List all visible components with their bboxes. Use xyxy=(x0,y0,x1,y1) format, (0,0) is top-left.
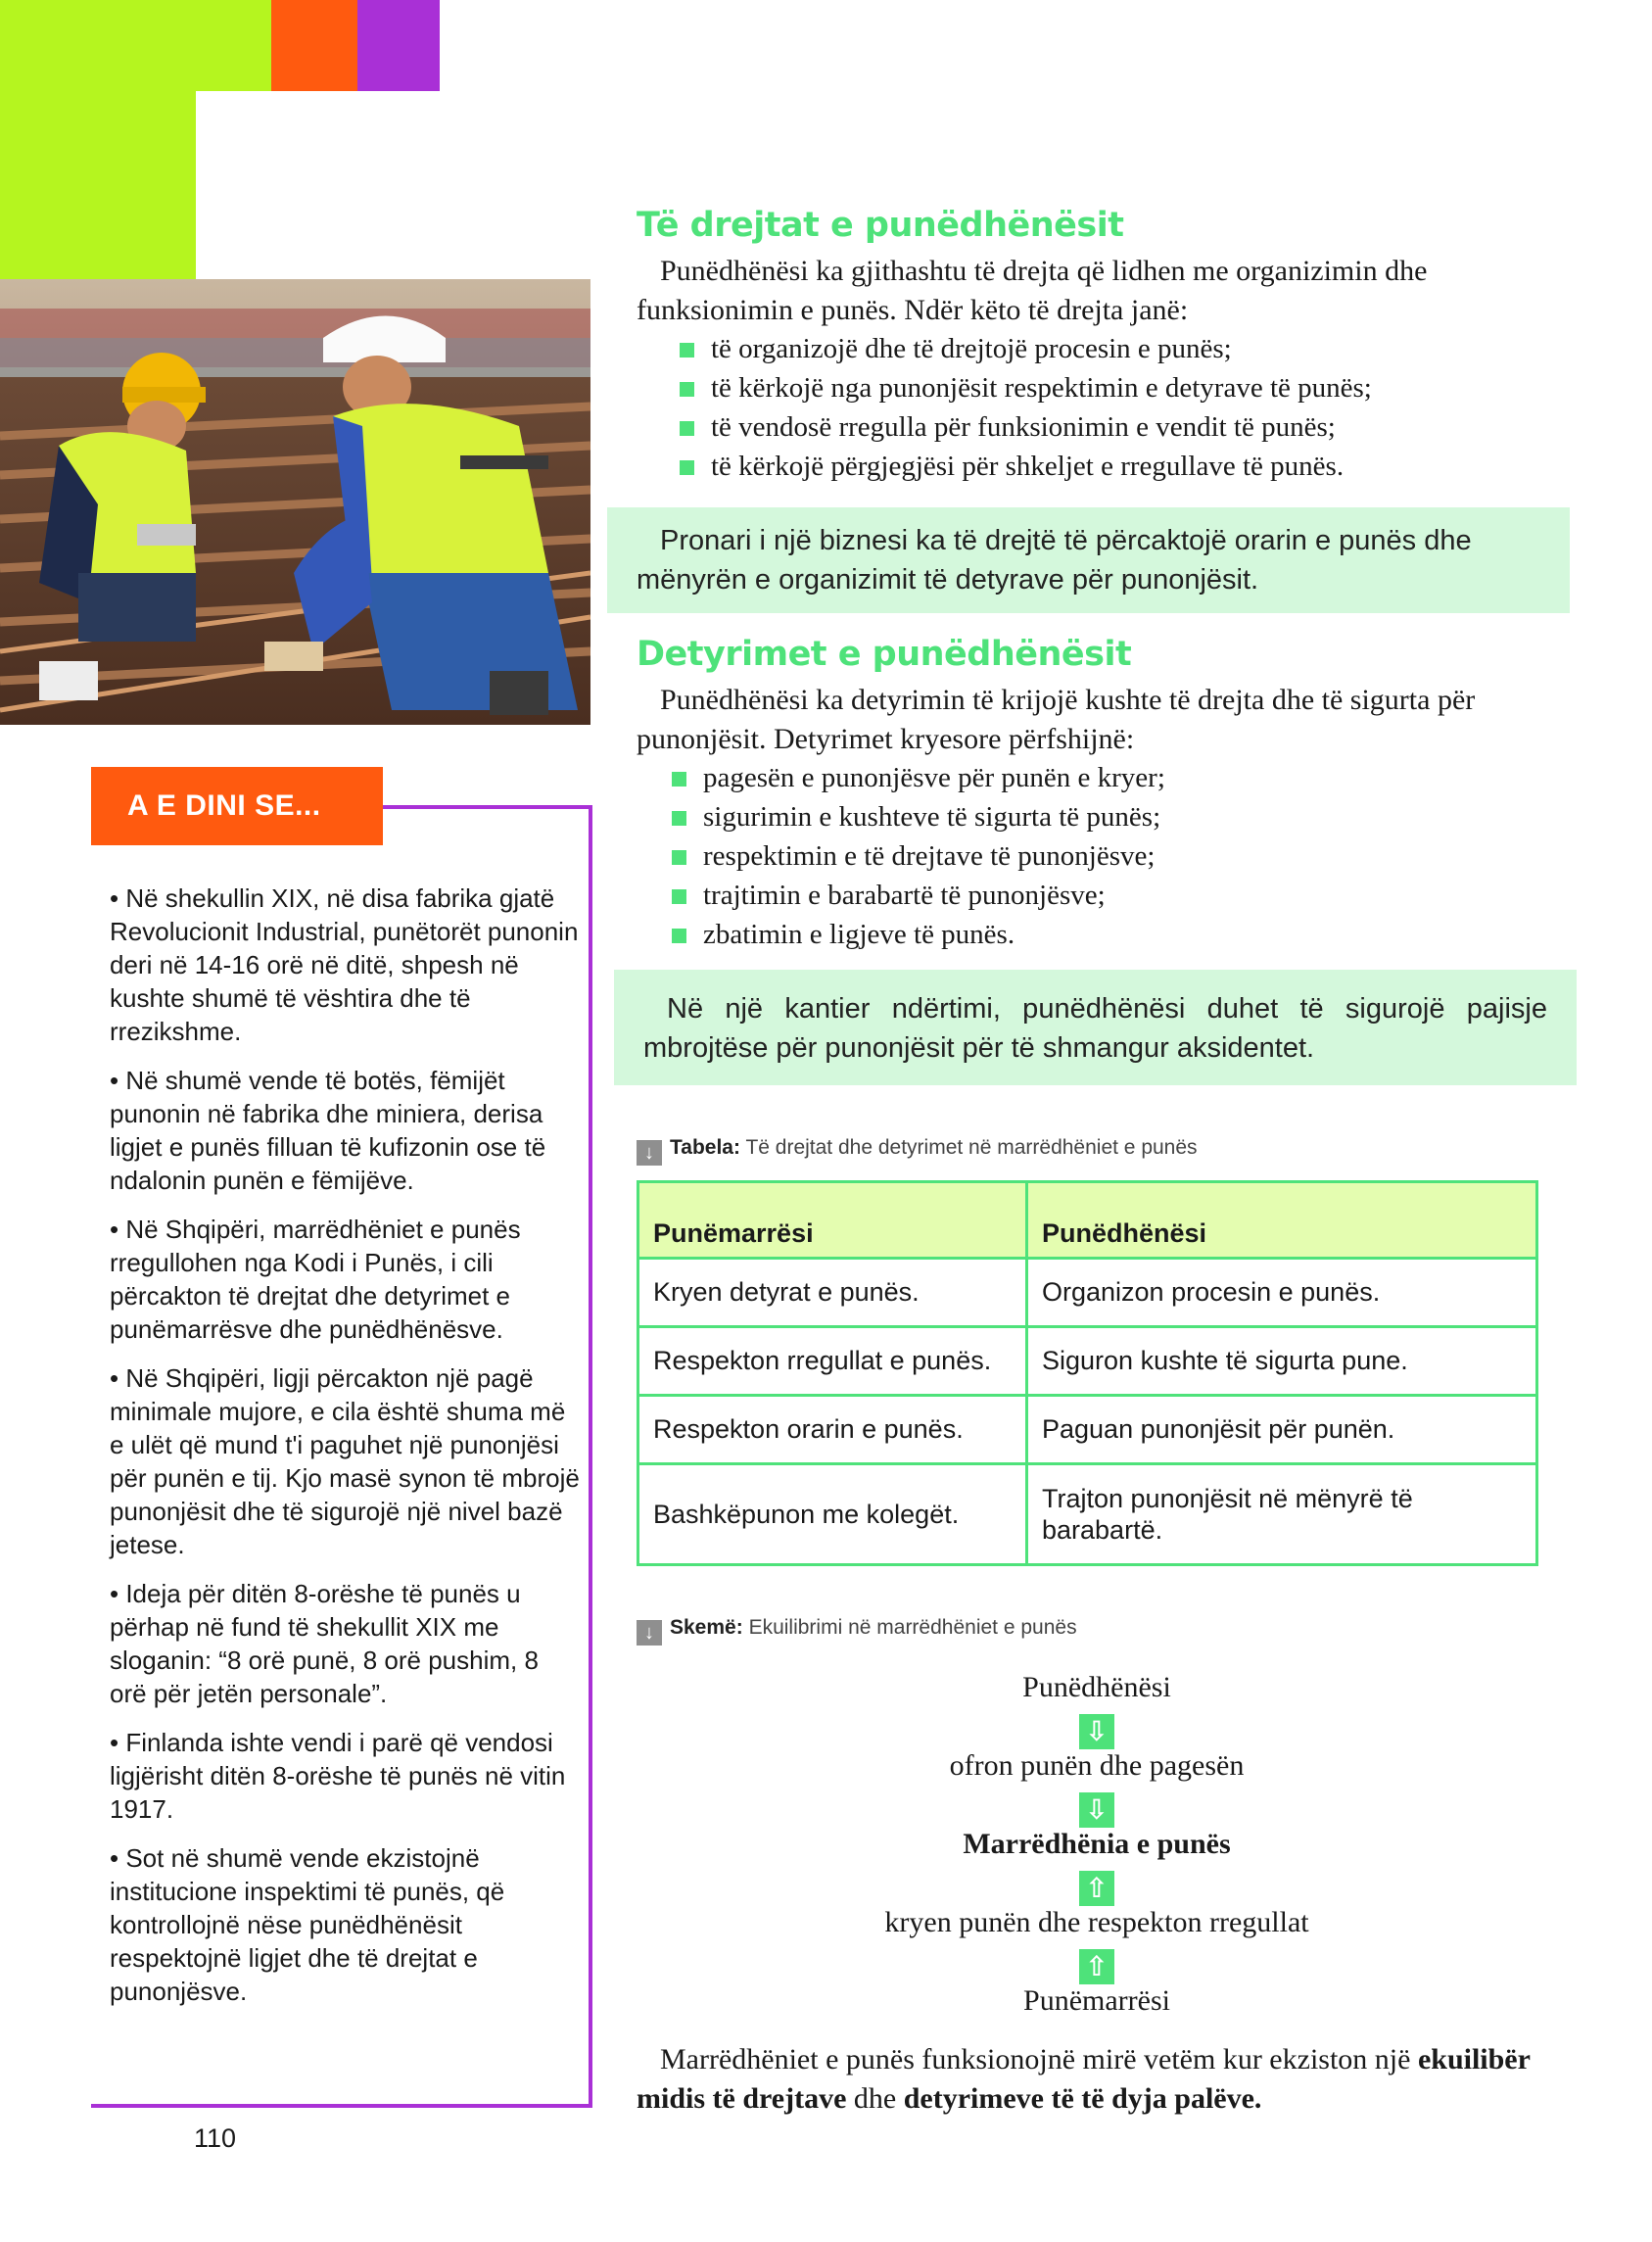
table-cell: Respekton orarin e punës. xyxy=(638,1396,1027,1464)
scheme-step-performs: kryen punën dhe respekton rregullat xyxy=(884,1906,1309,1938)
scheme-step-offers: ofron punën dhe pagesën xyxy=(949,1749,1245,1782)
did-you-know-list xyxy=(110,882,580,2024)
corner-block-purple xyxy=(357,0,440,91)
conclusion-part1: Marrëdhëniet e punës funksionojnë mirë vetëm kur ekziston një xyxy=(660,2043,1411,2075)
duties-heading: Detyrimet e punëdhënësit xyxy=(637,635,1132,674)
rights-list-item: të kërkojë përgjegjësi për shkeljet e rregullave të punës. xyxy=(666,447,1528,486)
duties-list-item: pagesën e punonjësve për punën e kryer; xyxy=(658,758,1520,797)
did-you-know-item: • Në shumë vende të botës, fëmijët punonin në fabrika dhe miniera, derisa ligjet e punës filluan të kufizonin ose të ndalonin punën e fëmijëve. xyxy=(110,1066,546,1195)
scheme-arrow-down xyxy=(637,1714,1557,1749)
did-you-know-item: • Në Shqipëri, marrëdhëniet e punës rregullohen nga Kodi i Punës, i cili përcakton të drejtat dhe detyrimet e punëmarrësve dhe punëdhënësve. xyxy=(110,1215,521,1344)
workers-photo xyxy=(0,279,590,725)
scheme-caption xyxy=(637,1616,1077,1646)
did-you-know-item: • Ideja për ditën 8-orëshe të punës u përhap në fund të shekullit XIX me sloganin: “8 orë punë, 8 orë pushim, 8 orë për jetën personale”. xyxy=(110,1579,539,1708)
duties-list-item: respektimin e të drejtave të punonjësve; xyxy=(658,836,1520,876)
rights-heading: Të drejtat e punëdhënësit xyxy=(637,206,1124,245)
rights-list xyxy=(666,329,1528,486)
table-row xyxy=(638,1396,1537,1464)
scheme-arrow-up xyxy=(637,1949,1557,1984)
duties-intro-text: Punëdhënësi ka detyrimin të krijojë kushte të drejta dhe të sigurta për punonjësit. Detyrimet kryesore përfshijnë: xyxy=(637,684,1476,755)
scheme-step-relation: Marrëdhënia e punës xyxy=(963,1828,1231,1860)
rights-list-item: të organizojë dhe të drejtojë procesin e punës; xyxy=(666,329,1528,368)
scheme-step-employee: Punëmarrësi xyxy=(1023,1984,1170,2017)
table-row xyxy=(638,1464,1537,1565)
table-caption-text: Të drejtat dhe detyrimet në marrëdhëniet e punës xyxy=(745,1136,1198,1159)
download-arrow-icon: ↓ xyxy=(637,1140,662,1166)
arrow-down-icon: ⇩ xyxy=(1079,1792,1114,1828)
table-cell: Paguan punonjësit për punën. xyxy=(1027,1396,1537,1464)
did-you-know-title: A E DINI SE... xyxy=(91,767,383,845)
corner-block-orange xyxy=(271,0,357,91)
corner-block-lime-top xyxy=(0,0,271,91)
corner-block-lime-left xyxy=(0,91,196,279)
rights-list-item: të kërkojë nga punonjësit respektimin e detyrave të punës; xyxy=(666,368,1528,407)
table-caption xyxy=(637,1136,1198,1166)
table-caption-label: Tabela: xyxy=(670,1136,740,1159)
duties-list-item: sigurimin e kushteve të sigurta të punës; xyxy=(658,797,1520,836)
duties-note-text: Në një kantier ndërtimi, punëdhënësi duhet të sigurojë pajisje mbrojtëse për punonjësit për të shmangur aksidentet. xyxy=(643,993,1547,1064)
rights-note xyxy=(607,507,1570,613)
duties-list xyxy=(658,758,1520,954)
did-you-know-item: • Sot në shumë vende ekzistojnë institucione inspektimi të punës, që kontrollojnë nëse punëdhënësit respektojnë ligjet dhe të drejtat e punonjësve. xyxy=(110,1843,505,2006)
rights-note-text: Pronari i një biznesi ka të drejtë të përcaktojë orarin e punës dhe mënyrën e organizimit të detyrave për punonjësit. xyxy=(637,525,1472,596)
scheme-arrow-up xyxy=(637,1871,1557,1906)
table-cell: Organizon procesin e punës. xyxy=(1027,1259,1537,1327)
rights-intro-text: Punëdhënësi ka gjithashtu të drejta që lidhen me organizimin dhe funksionimin e punës. Ndër këto të drejta janë: xyxy=(637,255,1428,326)
scheme-step-employer: Punëdhënësi xyxy=(1022,1671,1171,1703)
duties-list-item: trajtimin e barabartë të punonjësve; xyxy=(658,876,1520,915)
table-header-row xyxy=(638,1182,1537,1259)
conclusion xyxy=(637,2040,1537,2119)
did-you-know-item: • Finlanda ishte vendi i parë që vendosi ligjërisht ditën 8-orëshe të punës në vitin 1917. xyxy=(110,1728,566,1824)
duties-note xyxy=(614,970,1577,1085)
table-cell: Siguron kushte të sigurta pune. xyxy=(1027,1327,1537,1396)
table-header-cell: Punëmarrësi xyxy=(638,1182,1027,1259)
table-cell: Trajton punonjësit në mënyrë të barabartë. xyxy=(1027,1464,1537,1565)
table-row xyxy=(638,1259,1537,1327)
table-row xyxy=(638,1327,1537,1396)
did-you-know-box-top-border xyxy=(382,805,590,809)
did-you-know-item: • Në Shqipëri, ligji përcakton një pagë minimale mujore, e cila është shuma më e ulët që mund t'i paguhet një punonjësi për punën e tij. Kjo masë synon të mbrojë punonjësit dhe të sigurojë një nivel bazë jetese. xyxy=(110,1363,580,1559)
conclusion-part2: dhe xyxy=(853,2082,897,2115)
rights-list-item: të vendosë rregulla për funksionimin e vendit të punës; xyxy=(666,407,1528,447)
scheme-caption-text: Ekuilibrimi në marrëdhëniet e punës xyxy=(748,1616,1077,1639)
download-arrow-icon: ↓ xyxy=(637,1620,662,1646)
rights-intro xyxy=(637,252,1537,330)
conclusion-bold2: detyrimeve të të dyja palëve. xyxy=(903,2082,1262,2115)
rights-duties-table xyxy=(637,1180,1538,1566)
conclusion-bold1: ekuilibër midis të drejtave xyxy=(637,2043,1531,2115)
arrow-up-icon: ⇧ xyxy=(1079,1949,1114,1984)
duties-list-item: zbatimin e ligjeve të punës. xyxy=(658,915,1520,954)
table-header-cell: Punëdhënësi xyxy=(1027,1182,1537,1259)
scheme-arrow-down xyxy=(637,1792,1557,1828)
page-number: 110 xyxy=(194,2123,237,2153)
conclusion-text xyxy=(637,2040,1537,2119)
arrow-up-icon: ⇧ xyxy=(1079,1871,1114,1906)
table-cell: Bashkëpunon me kolegët. xyxy=(638,1464,1027,1565)
arrow-down-icon: ⇩ xyxy=(1079,1714,1114,1749)
table-cell: Kryen detyrat e punës. xyxy=(638,1259,1027,1327)
scheme-caption-label: Skemë: xyxy=(670,1616,743,1639)
duties-intro xyxy=(637,681,1537,759)
table-cell: Respekton rregullat e punës. xyxy=(638,1327,1027,1396)
did-you-know-item: • Në shekullin XIX, në disa fabrika gjatë Revolucionit Industrial, punëtorët punonin deri në 14-16 orë në ditë, shpesh në kushte shumë të vështira dhe të rrezikshme. xyxy=(110,883,579,1046)
